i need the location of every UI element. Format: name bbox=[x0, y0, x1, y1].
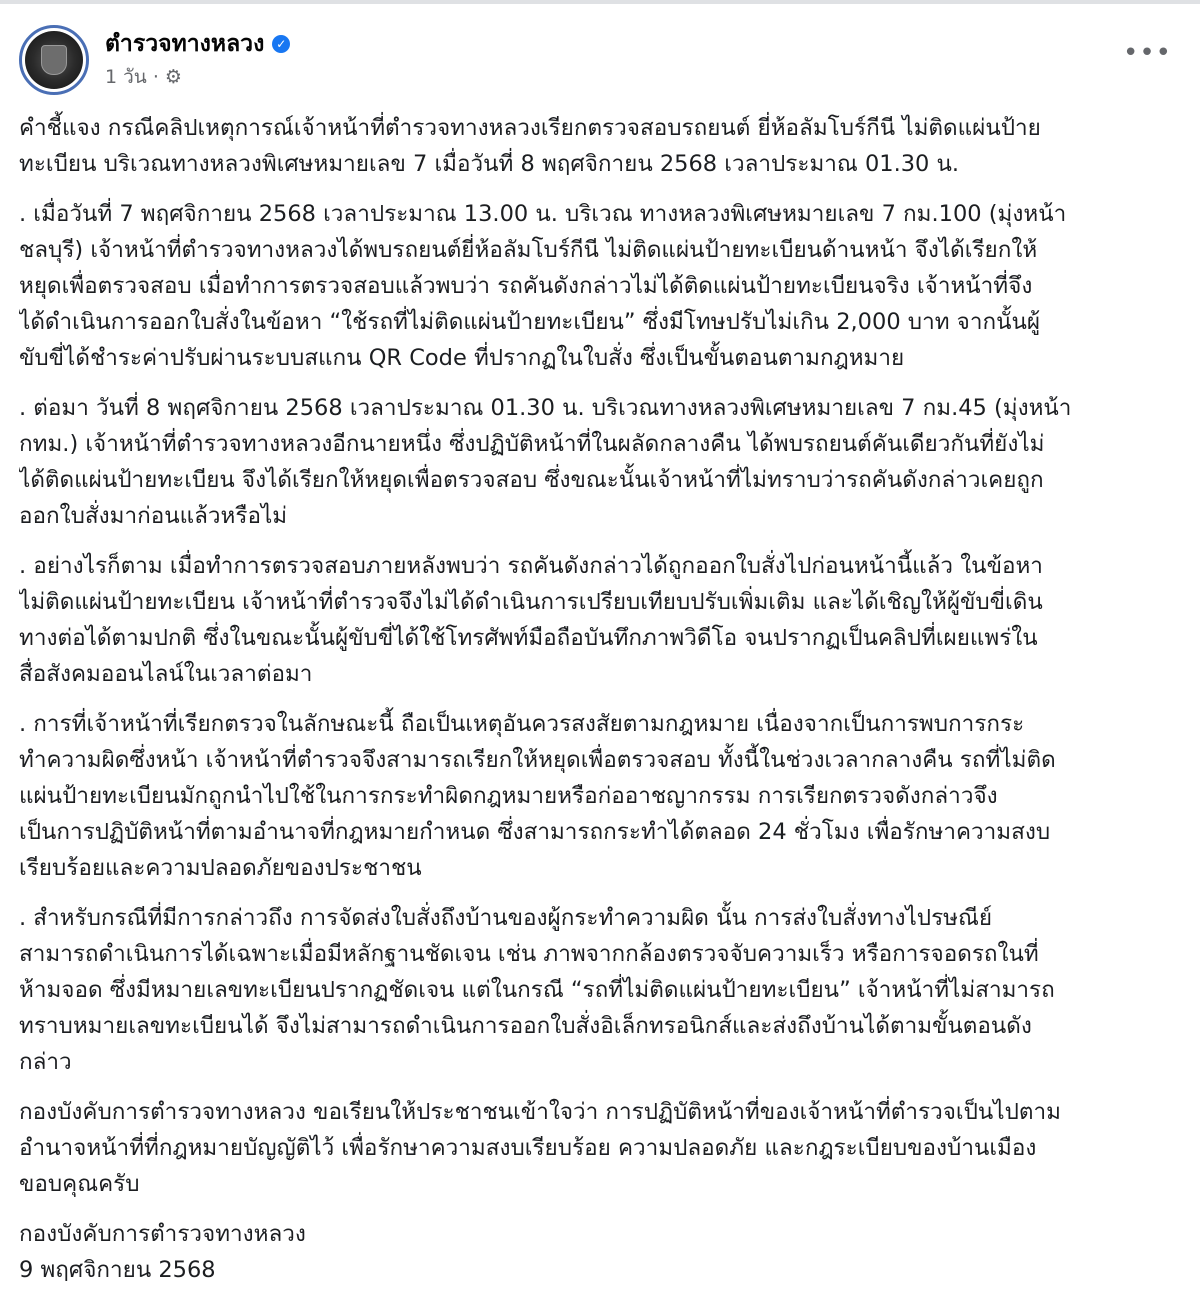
post-text-line: แผ่นป้ายทะเบียนมักถูกนำไปใช้ในการกระทำผิดกฎหมายหรือก่ออาชญากรรม การเรียกตรวจดังกล่าวจึง bbox=[19, 783, 998, 809]
post-paragraph bbox=[19, 390, 1189, 534]
post-paragraph bbox=[19, 1216, 1189, 1288]
post-text-line: 9 พฤศจิกายน 2568 bbox=[19, 1257, 216, 1283]
post-text-line: เรียบร้อยและความปลอดภัยของประชาชน bbox=[19, 855, 422, 881]
post-text-line: ได้ติดแผ่นป้ายทะเบียน จึงได้เรียกให้หยุดเพื่อตรวจสอบ ซึ่งขณะนั้นเจ้าหน้าที่ไม่ทราบว่ารถคันดังกล่าวเคยถูก bbox=[19, 467, 1044, 493]
post-text-line: ไม่ติดแผ่นป้ายทะเบียน เจ้าหน้าที่ตำรวจจึงไม่ได้ดำเนินการเปรียบเทียบปรับเพิ่มเติม และได้เชิญให้ผู้ขับขี่เดิน bbox=[19, 589, 1043, 615]
post-text-line: . เมื่อวันที่ 7 พฤศจิกายน 2568 เวลาประมาณ 13.00 น. บริเวณ ทางหลวงพิเศษหมายเลข 7 กม.100 (มุ่งหน้า bbox=[19, 201, 1067, 227]
post-paragraph bbox=[19, 900, 1189, 1080]
post-text-line: . การที่เจ้าหน้าที่เรียกตรวจในลักษณะนี้ ถือเป็นเหตุอันควรสงสัยตามกฎหมาย เนื่องจากเป็นการพบการกระ bbox=[19, 711, 1025, 737]
post-paragraph bbox=[19, 110, 1189, 182]
post-text-line: ชลบุรี) เจ้าหน้าที่ตำรวจทางหลวงได้พบรถยนต์ยี่ห้อลัมโบร์กีนี ไม่ติดแผ่นป้ายทะเบียนด้านหน้า จึงได้เรียกให้ bbox=[19, 237, 1038, 263]
verified-badge-icon: ✓ bbox=[272, 35, 290, 53]
police-emblem-icon bbox=[25, 31, 83, 89]
page-name-link[interactable] bbox=[105, 26, 290, 62]
shield-icon bbox=[41, 45, 67, 75]
post-text-line: . สำหรับกรณีที่มีการกล่าวถึง การจัดส่งใบสั่งถึงบ้านของผู้กระทำความผิด นั้น การส่งใบสั่งทางไปรษณีย์ bbox=[19, 905, 993, 931]
post-text-line: . ต่อมา วันที่ 8 พฤศจิกายน 2568 เวลาประมาณ 01.30 น. บริเวณทางหลวงพิเศษหมายเลข 7 กม.45 (มุ่งหน้า bbox=[19, 395, 1072, 421]
post-text-line: กองบังคับการตำรวจทางหลวง ขอเรียนให้ประชาชนเข้าใจว่า การปฏิบัติหน้าที่ของเจ้าหน้าที่ตำรวจเป็นไปตาม bbox=[19, 1099, 1061, 1125]
post-text-line: ห้ามจอด ซึ่งมีหมายเลขทะเบียนปรากฏชัดเจน แต่ในกรณี “รถที่ไม่ติดแผ่นป้ายทะเบียน” เจ้าหน้าที่ไม่สามารถ bbox=[19, 977, 1055, 1003]
post-paragraph bbox=[19, 1094, 1189, 1202]
post-text-line: อำนาจหน้าที่ที่กฎหมายบัญญัติไว้ เพื่อรักษาความสงบเรียบร้อย ความปลอดภัย และกฎระเบียบของบ้านเมือง bbox=[19, 1135, 1037, 1161]
post-timestamp[interactable]: 1 วัน bbox=[105, 66, 147, 88]
post-paragraph bbox=[19, 196, 1189, 376]
post-text-line: ได้ดำเนินการออกใบสั่งในข้อหา “ใช้รถที่ไม่ติดแผ่นป้ายทะเบียน” ซึ่งมีโทษปรับไม่เกิน 2,000 บาท จากนั้นผู้ bbox=[19, 309, 1041, 335]
post-text-line: กทม.) เจ้าหน้าที่ตำรวจทางหลวงอีกนายหนึ่ง ซึ่งปฏิบัติหน้าที่ในผลัดกลางคืน ได้พบรถยนต์คันเดียวกันที่ยังไม่ bbox=[19, 431, 1045, 457]
post-text-line: กองบังคับการตำรวจทางหลวง bbox=[19, 1221, 306, 1247]
page-avatar[interactable] bbox=[19, 25, 89, 95]
post-paragraph bbox=[19, 706, 1189, 886]
gear-icon: ⚙ bbox=[164, 66, 182, 88]
post-text-line: ทราบหมายเลขทะเบียนได้ จึงไม่สามารถดำเนินการออกใบสั่งอิเล็กทรอนิกส์และส่งถึงบ้านได้ตามขั้นตอนดัง bbox=[19, 1013, 1032, 1039]
post-text-line: สื่อสังคมออนไลน์ในเวลาต่อมา bbox=[19, 661, 313, 687]
post-text-line: เป็นการปฏิบัติหน้าที่ตามอำนาจที่กฎหมายกำหนด ซึ่งสามารถกระทำได้ตลอด 24 ชั่วโมง เพื่อรักษาความสงบ bbox=[19, 819, 1051, 845]
post-body bbox=[19, 110, 1189, 1302]
post-text-line: สามารถดำเนินการได้เฉพาะเมื่อมีหลักฐานชัดเจน เช่น ภาพจากกล้องตรวจจับความเร็ว หรือการจอดรถในที่ bbox=[19, 941, 1039, 967]
post-text-line: ทำความผิดซึ่งหน้า เจ้าหน้าที่ตำรวจจึงสามารถเรียกให้หยุดเพื่อตรวจสอบ ทั้งนี้ในช่วงเวลากลางคืน รถที่ไม่ติด bbox=[19, 747, 1056, 773]
post-text-line: คำชี้แจง กรณีคลิปเหตุการณ์เจ้าหน้าที่ตำรวจทางหลวงเรียกตรวจสอบรถยนต์ ยี่ห้อลัมโบร์กีนี ไม่ติดแผ่นป้าย bbox=[19, 115, 1041, 141]
post-text-line: ทางต่อได้ตามปกติ ซึ่งในขณะนั้นผู้ขับขี่ได้ใช้โทรศัพท์มือถือบันทึกภาพวิดีโอ จนปรากฏเป็นคลิปที่เผยแพร่ใน bbox=[19, 625, 1038, 651]
more-options-button[interactable]: ••• bbox=[1122, 38, 1172, 68]
post-paragraph bbox=[19, 548, 1189, 692]
page-name: ตำรวจทางหลวง bbox=[105, 31, 265, 57]
post-text-line: หยุดเพื่อตรวจสอบ เมื่อทำการตรวจสอบแล้วพบว่า รถคันดังกล่าวไม่ได้ติดแผ่นป้ายทะเบียนจริง เจ้าหน้าที่จึง bbox=[19, 273, 1033, 299]
top-divider bbox=[0, 0, 1200, 4]
post-text-line: ขับขี่ได้ชำระค่าปรับผ่านระบบสแกน QR Code ที่ปรากฏในใบสั่ง ซึ่งเป็นขั้นตอนตามกฎหมาย bbox=[19, 345, 905, 371]
post-text-line: ขอบคุณครับ bbox=[19, 1171, 140, 1197]
meta-separator: · bbox=[146, 66, 165, 88]
post-text-line: . อย่างไรก็ตาม เมื่อทำการตรวจสอบภายหลังพบว่า รถคันดังกล่าวได้ถูกออกใบสั่งไปก่อนหน้านี้แล้ว ในข้อหา bbox=[19, 553, 1043, 579]
post-text-line: ออกใบสั่งมาก่อนแล้วหรือไม่ bbox=[19, 503, 288, 529]
post-meta bbox=[105, 62, 182, 92]
post-text-line: กล่าว bbox=[19, 1049, 72, 1075]
post-text-line: ทะเบียน บริเวณทางหลวงพิเศษหมายเลข 7 เมื่อวันที่ 8 พฤศจิกายน 2568 เวลาประมาณ 01.30 น. bbox=[19, 151, 960, 177]
